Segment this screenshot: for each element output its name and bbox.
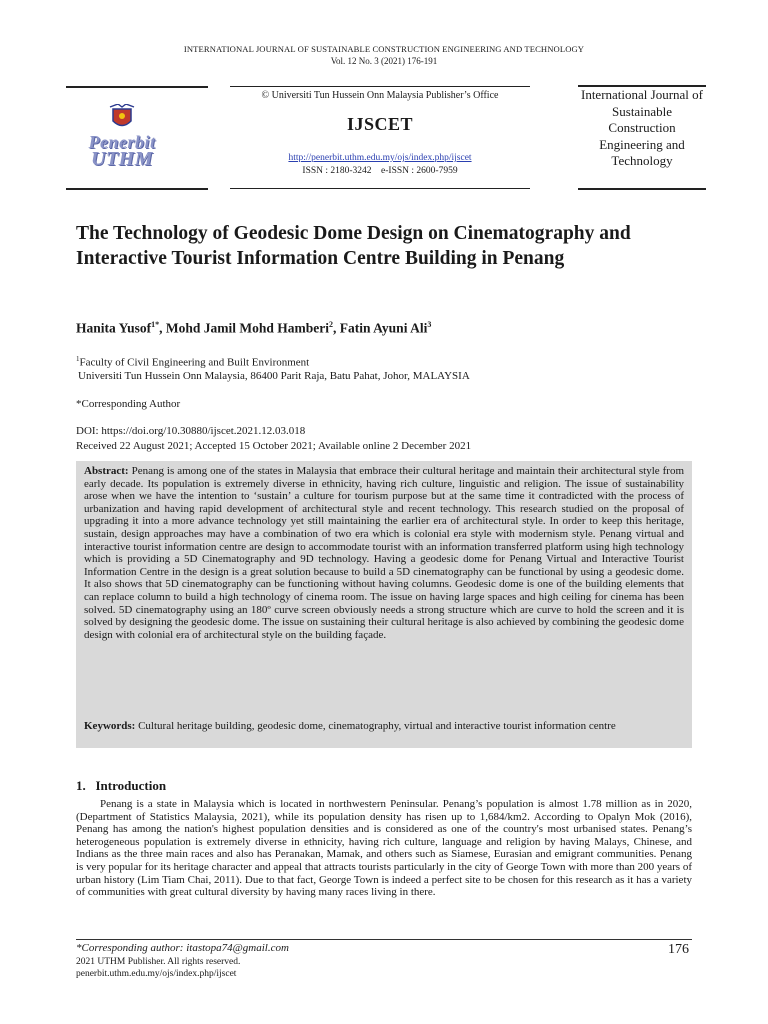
author-superscript: 3 [427, 320, 432, 329]
corresponding-author-note: *Corresponding Author [76, 398, 181, 410]
abstract-label: Abstract: [84, 465, 129, 477]
author-superscript: 2 [329, 320, 334, 329]
journal-url-link[interactable]: http://penerbit.uthm.edu.my/ojs/index.php/ijscet [288, 153, 472, 163]
header-rule-left-bottom [66, 188, 208, 190]
running-journal-title: INTERNATIONAL JOURNAL OF SUSTAINABLE CONSTRUCTION ENGINEERING AND TECHNOLOGY [183, 44, 585, 54]
author-name: Hanita Yusof [76, 320, 152, 336]
header-rule-center [230, 86, 530, 87]
abstract-paragraph [84, 465, 684, 641]
page-number: 176 [668, 942, 689, 957]
abstract-text: Penang is among one of the states in Malaysia that embrace their cultural heritage and maintain their architectural style from early decade. Its population is extremely diverse in ethnicity, having rich culture, linguistic and religion. The issue of sustainability arose when we have the intention to ‘sustain’ a culture for tourism purpose but at the same time it contradicted with the process of urbanization and having rapid development of architectural style and recent technology. This research studied on the proposal of upgrading it into a more advance technology yet still maintaining the earlier era of architectural style. In order to keep this heritage, sustain, design approaches may have a combination of two era which is colonial era style with modernism style. Penang virtual and interactive tourist information centre are design to accommodate tourist with an information transferred platform using high technology which is providing a 5D Cinematography and 9D technology. Having a geodesic dome for Penang Virtual and Interactive Tourist Information Centre in the design is a great solution because to build a 5D cinematography can be functional by using a geodesic dome. It also shows that 5D cinematography can be functioning without having columns. Geodesic dome is one of the building elements that can replace column to build a high technology of cinema room. The issue on having large spaces and high ceiling for cinema has been solved. 5D cinematography using an 180º curve screen obviously needs a strong structure which are curve to hold the screen and it is solved by designing the geodesic dome. The issue on sustaining their cultural heritage is also achieved by combining the geodesic dome design with colonial era of architectural style on the building façade. [84, 465, 684, 641]
affiliation-text: Faculty of Civil Engineering and Built Environment [79, 356, 310, 369]
author-name: Mohd Jamil Mohd Hamberi [165, 320, 330, 336]
affiliation-line-2: Universiti Tun Hussein Onn Malaysia, 86400 Parit Raja, Batu Pahat, Johor, MALAYSIA [78, 370, 470, 382]
journal-full-title: International Journal of Sustainable Construction Engineering and Technology [580, 87, 703, 169]
affiliation-superscript: 1 [76, 355, 80, 363]
keywords-paragraph [84, 720, 684, 733]
issn-line: ISSN : 2180-3242 e-ISSN : 2600-7959 [302, 166, 458, 176]
logo-text-penerbit: Penerbit [88, 132, 156, 152]
footer-publisher: 2021 UTHM Publisher. All rights reserved. [76, 957, 241, 967]
author-list: Hanita Yusof$^{1*}$, Mohd Jamil Mohd Hamberi$^2$, Fatin Ayuni Ali$^3$ [76, 320, 432, 336]
keywords-label: Keywords: [84, 720, 136, 732]
doi-line[interactable]: DOI: https://doi.org/10.30880/ijscet.2021.12.03.018 [76, 425, 306, 437]
publication-dates: Received 22 August 2021; Accepted 15 October 2021; Available online 2 December 2021 [76, 440, 472, 452]
journal-abbreviation: IJSCET [346, 114, 414, 134]
publisher-logo [70, 104, 174, 176]
footer-rule [76, 939, 692, 940]
copyright-line: © Universiti Tun Hussein Onn Malaysia Publisher’s Office [261, 90, 499, 101]
paper-title: The Technology of Geodesic Dome Design on Cinematography and Interactive Tourist Information Centre Building in Penang [76, 223, 631, 269]
footer-corresponding-author: *Corresponding author: itastopa74@gmail.com [76, 942, 289, 954]
affiliation-line-1 [76, 355, 309, 369]
header-rule-left [66, 86, 208, 88]
volume-info: Vol. 12 No. 3 (2021) 176-191 [330, 56, 438, 66]
header-rule-center-bottom [230, 188, 530, 189]
section-heading-introduction: 1. Introduction [76, 778, 167, 793]
keywords-text: Cultural heritage building, geodesic dome, cinematography, virtual and interactive tourist information centre [135, 720, 616, 732]
author-superscript: 1* [151, 320, 160, 329]
footer-url[interactable]: penerbit.uthm.edu.my/ojs/index.php/ijscet [76, 969, 237, 979]
header-rule-right-bottom [578, 188, 706, 190]
introduction-paragraph: Penang is a state in Malaysia which is located in northwestern Peninsular. Penang’s population is almost 1.78 million as in 2020, (Department of Statistics Malaysia, 2021), while its population density has risen up to 1,684/km2. According to Opalyn Mok (2016), Penang has among the nation's highest population densities and is considered as one of the country's most urbanised states. Penang’s heterogeneous population is extremely diverse in ethnicity, having rich culture, language and religion by having Malays, Chinese, and Indians as the three main races and also has Peranakan, Mamak, and others such as Siamese, Eurasian and emigrant communities. Penang is very popular for its heritage character and appeal that attracts tourists particularly in the city of George Town with more than 200 years of urban history (Lim Tiam Chai, 2011). Due to that fact, George Town is indeed a perfect site to be chosen for this research as it has a variety of communities with great cultural diversity by having many races living in there. [76, 798, 692, 899]
author-name: Fatin Ayuni Ali [339, 320, 428, 336]
logo-text-uthm: UTHM [91, 148, 153, 170]
